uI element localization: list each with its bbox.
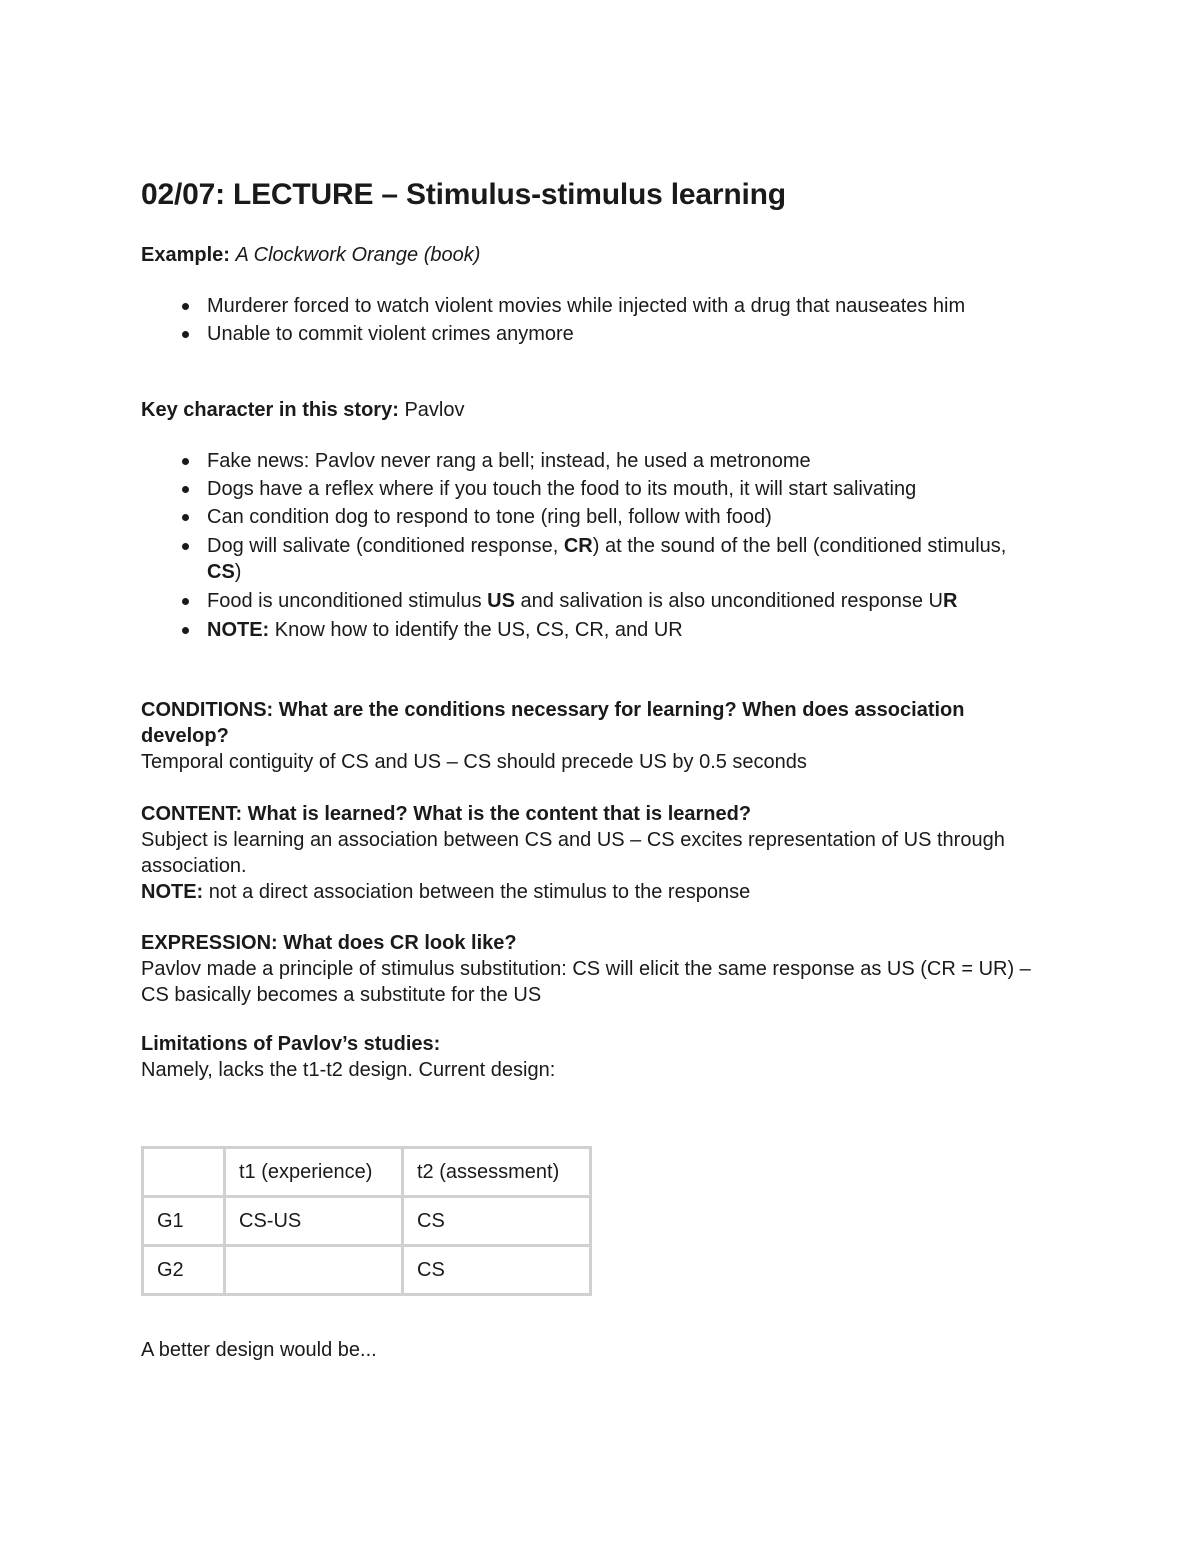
design-table xyxy=(141,1146,592,1296)
table-cell xyxy=(225,1246,403,1295)
limitations-section xyxy=(141,1031,1041,1083)
page-title: 02/07: LECTURE – Stimulus-stimulus learning xyxy=(141,178,786,211)
example-bullet-list xyxy=(141,293,1061,347)
closing-text: A better design would be... xyxy=(141,1339,377,1361)
example-value: A Clockwork Orange (book) xyxy=(235,244,481,266)
table-cell: CS xyxy=(403,1246,591,1295)
list-item: Dogs have a reflex where if you touch the food to its mouth, it will start salivating xyxy=(141,476,1061,502)
content-body: Subject is learning an association between CS and US – CS excites representation of US through association. xyxy=(141,829,1005,877)
key-character-line xyxy=(141,397,464,423)
bullet-icon xyxy=(182,543,189,550)
table-cell: t1 (experience) xyxy=(225,1148,403,1197)
content-section xyxy=(141,801,1031,905)
key-character-bullet-list xyxy=(141,448,1061,643)
limitations-heading: Limitations of Pavlov’s studies: xyxy=(141,1033,441,1055)
key-character-value: Pavlov xyxy=(404,399,465,421)
list-item: Unable to commit violent crimes anymore xyxy=(141,321,1061,347)
note-label: NOTE: xyxy=(141,881,204,903)
expression-body: Pavlov made a principle of stimulus substitution: CS will elicit the same response as US (CR = UR) – CS basically becomes a substitute for the US xyxy=(141,958,1031,1006)
bullet-icon xyxy=(182,598,189,605)
expression-heading: EXPRESSION: What does CR look like? xyxy=(141,932,517,954)
list-item: Dog will salivate (conditioned response, CR) at the sound of the bell (conditioned stimulus, CS) xyxy=(141,533,1007,585)
bullet-icon xyxy=(182,458,189,465)
conditions-body: Temporal contiguity of CS and US – CS should precede US by 0.5 seconds xyxy=(141,751,807,773)
list-item: Food is unconditioned stimulus US and salivation is also unconditioned response UR xyxy=(141,588,1061,614)
table-cell xyxy=(143,1148,225,1197)
bullet-icon xyxy=(182,331,189,338)
bullet-icon xyxy=(182,486,189,493)
table-cell: G2 xyxy=(143,1246,225,1295)
conditions-section xyxy=(141,697,1051,775)
bullet-icon xyxy=(182,303,189,310)
conditions-heading: CONDITIONS: What are the conditions necessary for learning? When does association develop? xyxy=(141,699,965,747)
table-row xyxy=(143,1197,591,1246)
list-item: Murderer forced to watch violent movies while injected with a drug that nauseates him xyxy=(141,293,1061,319)
table-cell: t2 (assessment) xyxy=(403,1148,591,1197)
limitations-body: Namely, lacks the t1-t2 design. Current design: xyxy=(141,1059,556,1081)
bullet-icon xyxy=(182,627,189,634)
expression-section xyxy=(141,930,1056,1008)
key-character-label: Key character in this story: xyxy=(141,399,399,421)
note-text: not a direct association between the stimulus to the response xyxy=(203,881,751,903)
example-label: Example: xyxy=(141,244,230,266)
list-item: Can condition dog to respond to tone (ring bell, follow with food) xyxy=(141,504,1061,530)
content-heading: CONTENT: What is learned? What is the content that is learned? xyxy=(141,803,752,825)
list-item: Fake news: Pavlov never rang a bell; instead, he used a metronome xyxy=(141,448,1061,474)
table-cell: CS xyxy=(403,1197,591,1246)
content-note xyxy=(141,879,1031,905)
table-row xyxy=(143,1246,591,1295)
table-cell: CS-US xyxy=(225,1197,403,1246)
table-cell: G1 xyxy=(143,1197,225,1246)
bullet-icon xyxy=(182,514,189,521)
list-item: NOTE: Know how to identify the US, CS, CR, and UR xyxy=(141,617,1061,643)
table-header-row xyxy=(143,1148,591,1197)
example-line xyxy=(141,242,480,268)
